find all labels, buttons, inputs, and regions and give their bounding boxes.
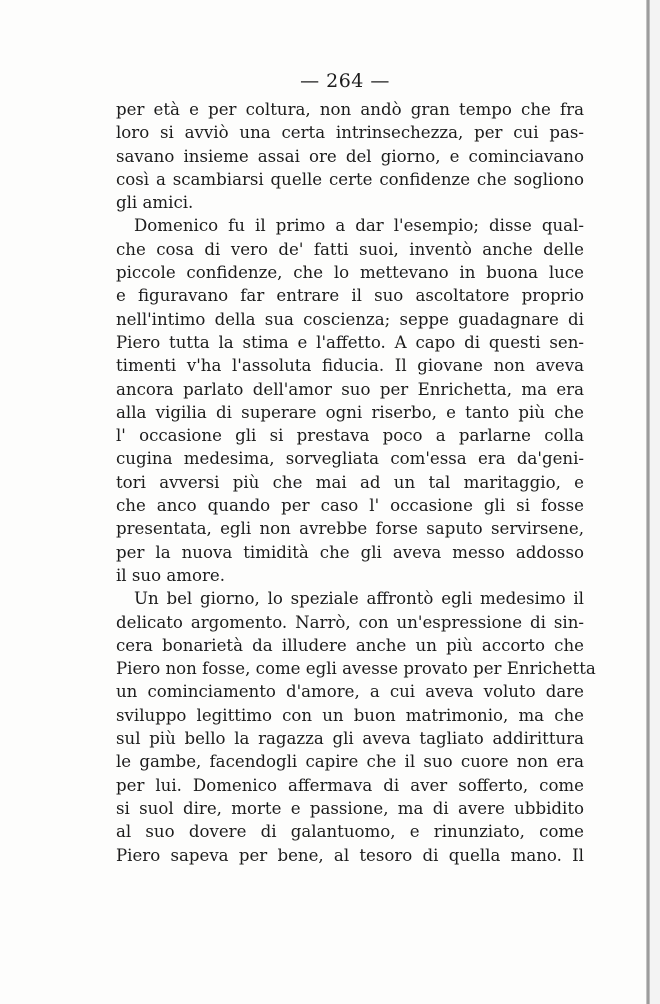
- text-line: Piero non fosse, come egli avesse provato per Enrichetta: [116, 659, 596, 679]
- text-line: cera bonarietà da illudere anche un più accorto che: [116, 635, 584, 655]
- body-text: [116, 98, 596, 867]
- text-line: piccole confidenze, che lo mettevano in buona luce: [116, 263, 584, 283]
- page-number: — 264 —: [300, 70, 390, 92]
- binding-edge: [646, 0, 650, 1004]
- page-edge-shadow: [650, 0, 660, 1004]
- text-line: cugina medesima, sorvegliata com'essa era da'geni-: [116, 449, 584, 469]
- text-line: gli amici.: [116, 193, 194, 213]
- text-line: al suo dovere di galantuomo, e rinunziato, come: [116, 822, 584, 842]
- text-line: Piero tutta la stima e l'affetto. A capo di questi sen-: [116, 332, 584, 352]
- text-line: che anco quando per caso l' occasione gli si fosse: [116, 496, 584, 516]
- text-line: delicato argomento. Narrò, con un'espressione di sin-: [116, 612, 584, 632]
- text-line: sul più bello la ragazza gli aveva tagliato addirittura: [116, 729, 584, 749]
- text-line: il suo amore.: [116, 565, 226, 585]
- text-line: alla vigilia di superare ogni riserbo, e tanto più che: [116, 402, 584, 422]
- text-line: per lui. Domenico affermava di aver sofferto, come: [116, 775, 584, 795]
- text-line: che cosa di vero de' fatti suoi, inventò anche delle: [116, 239, 584, 259]
- text-line: le gambe, facendogli capire che il suo cuore non era: [116, 752, 584, 772]
- text-line: per età e per coltura, non andò gran tempo che fra: [116, 100, 584, 119]
- text-line: savano insieme assai ore del giorno, e cominciavano: [116, 146, 584, 166]
- text-line: Un bel giorno, lo speziale affrontò egli medesimo il: [134, 589, 584, 609]
- text-line: un cominciamento d'amore, a cui aveva voluto dare: [116, 682, 584, 702]
- text-line: l' occasione gli si prestava poco a parlarne colla: [116, 426, 584, 446]
- text-line: tori avversi più che mai ad un tal maritaggio, e: [116, 472, 584, 492]
- text-line: nell'intimo della sua coscienza; seppe guadagnare di: [116, 309, 584, 329]
- text-line: Domenico fu il primo a dar l'esempio; disse qual-: [134, 216, 584, 236]
- text-line: loro si avviò una certa intrinsechezza, per cui pas-: [116, 123, 584, 143]
- text-line: così a scambiarsi quelle certe confidenze che sogliono: [116, 169, 584, 189]
- text-line: per la nuova timidità che gli aveva messo addosso: [116, 542, 584, 562]
- text-line: si suol dire, morte e passione, ma di avere ubbidito: [116, 798, 584, 818]
- text-line: Piero sapeva per bene, al tesoro di quella mano. Il: [116, 845, 584, 865]
- text-line: timenti v'ha l'assoluta fiducia. Il giovane non aveva: [116, 356, 584, 376]
- text-line: presentata, egli non avrebbe forse saputo servirsene,: [116, 519, 584, 539]
- text-line: e figuravano far entrare il suo ascoltatore proprio: [116, 286, 584, 306]
- text-line: sviluppo legittimo con un buon matrimonio, ma che: [116, 705, 584, 725]
- text-line: ancora parlato dell'amor suo per Enrichetta, ma era: [116, 379, 584, 399]
